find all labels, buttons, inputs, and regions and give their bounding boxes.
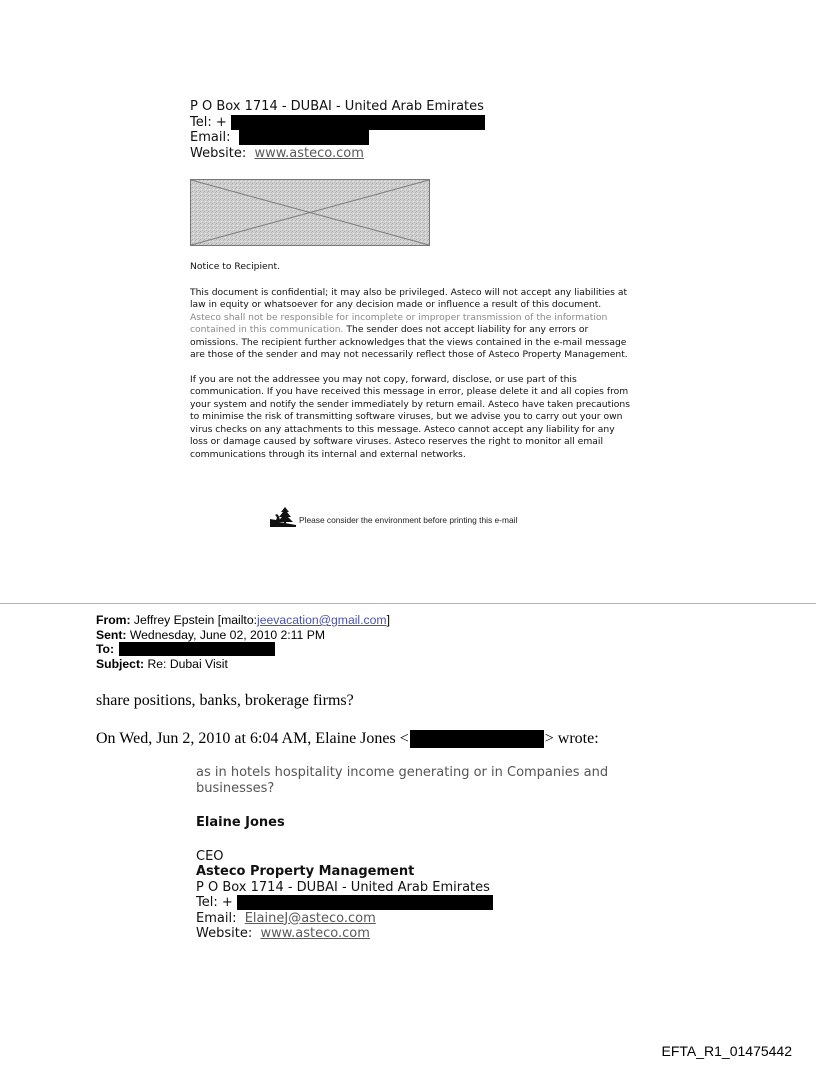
signature-title: CEO [196, 848, 224, 864]
bottom-website-row [196, 926, 616, 942]
legal-notice [190, 261, 635, 461]
bottom-address: P O Box 1714 - DUBAI - United Arab Emirates [196, 879, 490, 895]
bottom-email-row [196, 911, 616, 927]
tree-icon [270, 506, 296, 528]
from-email-link[interactable]: jeevacation@gmail.com [256, 613, 387, 627]
subject-row [96, 657, 596, 672]
subject-label: Subject: [96, 656, 145, 671]
missing-image-icon [190, 179, 430, 246]
to-label: To: [96, 642, 115, 656]
redaction-bar [231, 115, 485, 130]
bottom-signature [196, 815, 616, 942]
document-id: EFTA_R1_01475442 [661, 1043, 792, 1059]
sent-label: Sent: [96, 627, 127, 642]
top-tel-row [190, 115, 610, 131]
reply-text: share positions, banks, brokerage firms? [96, 692, 354, 709]
notice-p1-text: This document is confidential; it may also be privileged. Asteco will not accept any liabilities at law in equity or whatsoever for any decision made or influence a result of this document. [190, 286, 628, 310]
sent-row [96, 628, 596, 643]
signature-name: Elaine Jones [196, 815, 285, 830]
environment-text: Please consider the environment before printing this e-mail [299, 515, 518, 525]
quote-intro-text: On Wed, Jun 2, 2010 at 6:04 AM, Elaine Jones < [96, 730, 409, 747]
bottom-website-link[interactable]: www.asteco.com [260, 926, 370, 941]
redaction-bar [239, 130, 369, 145]
top-website-label: Website: [190, 145, 247, 161]
bottom-tel-row [196, 895, 616, 911]
from-label: From: [96, 613, 131, 627]
divider [0, 603, 816, 604]
from-row [96, 613, 596, 628]
top-website-row [190, 146, 610, 162]
subject-value: Re: Dubai Visit [147, 656, 228, 671]
signature-company: Asteco Property Management [196, 864, 415, 879]
email-header [96, 613, 596, 671]
bottom-website-label: Website: [196, 926, 253, 941]
top-email-label: Email: [190, 130, 231, 145]
quote-intro-wrote: > wrote: [544, 730, 599, 747]
top-email-row [190, 130, 610, 146]
redaction-bar [119, 642, 275, 656]
missing-image-cross [191, 180, 429, 245]
environment-note [270, 504, 517, 528]
redaction-bar [410, 730, 544, 748]
bottom-tel-label: Tel: + [196, 895, 233, 910]
sent-value: Wednesday, June 02, 2010 2:11 PM [129, 627, 325, 642]
quoted-text: as in hotels hospitality income generating or in Companies and businesses? [196, 765, 609, 796]
notice-paragraph-1 [190, 287, 635, 362]
quote-intro [96, 729, 599, 749]
from-close: ] [386, 613, 390, 627]
notice-paragraph-2: If you are not the addressee you may not copy, forward, disclose, or use part of this communication. If you have received this message in error, please delete it and all copies from your system and notify the sender immediately by return email. Asteco have taken precautions to minimise the risk of transmitting software viruses, but we advise you to carry out your own virus checks on any attachments to this message. Asteco cannot accept any liability for any loss or damage caused by software viruses. Asteco reserves the right to monitor all email communications through its internal and external networks. [190, 373, 631, 460]
top-tel-label: Tel: + [190, 114, 227, 130]
notice-p1-text-2: The sender does not accept liability for any errors or omissions. The recipient further acknowledges that the views contained in the e-mail message are those of the sender and may not necessarily reflect those of Asteco Property Management. [190, 324, 628, 360]
redaction-bar [237, 895, 493, 910]
top-address: P O Box 1714 - DUBAI - United Arab Emirates [190, 99, 484, 114]
bottom-email-label: Email: [196, 910, 237, 926]
bottom-email-link[interactable]: ElaineJ@asteco.com [244, 910, 376, 926]
top-signature [190, 99, 610, 161]
from-value: Jeffrey Epstein [mailto: [133, 613, 257, 627]
to-row [96, 642, 596, 657]
notice-p1-grey-text: Asteco shall not be responsible for incomplete or improper transmission of the information contained in this communication. [190, 311, 608, 335]
top-website-link[interactable]: www.asteco.com [254, 145, 364, 161]
notice-heading: Notice to Recipient. [190, 261, 281, 272]
